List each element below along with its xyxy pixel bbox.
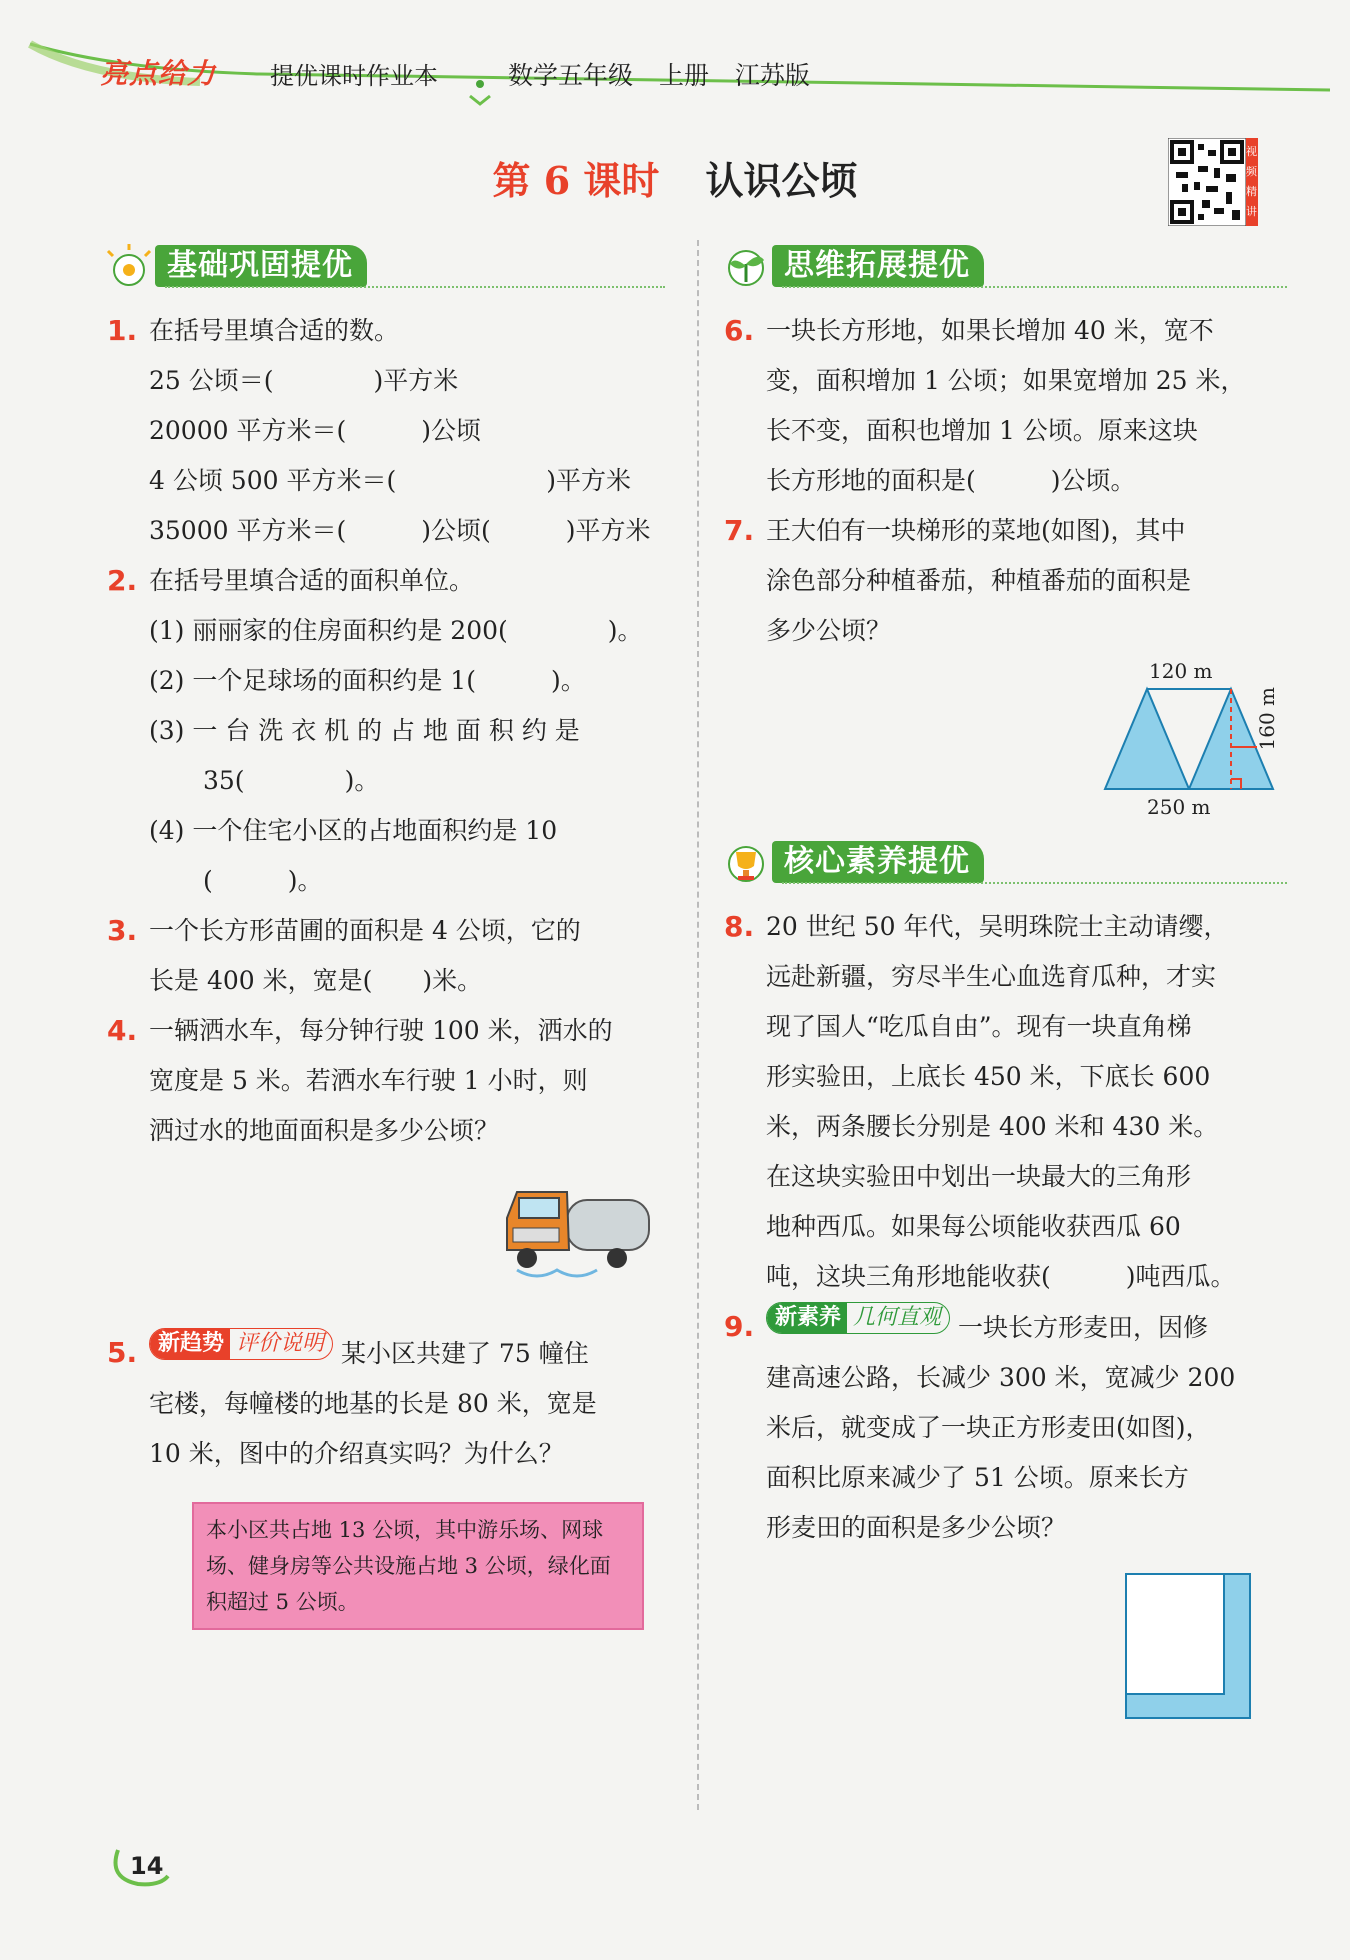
question-text: 洒过水的地面面积是多少公顷？ <box>149 1116 500 1145</box>
answer-line[interactable]: 35000 平方米＝( )公顷( )平方米 <box>149 516 651 545</box>
qr-code[interactable] <box>1168 138 1258 226</box>
question-text: 宅楼，每幢楼的地基的长是 80 米，宽是 <box>149 1389 597 1418</box>
question-text[interactable]: 长方形地的面积是( )公顷。 <box>766 466 1136 495</box>
question-number: 5. <box>107 1336 138 1369</box>
badge-label: 新趋势 <box>150 1329 230 1359</box>
question-text: 宽度是 5 米。若洒水车行驶 1 小时，则 <box>149 1066 588 1095</box>
question-number: 3. <box>107 914 138 947</box>
question-8 <box>722 902 1287 1302</box>
question-stem: 在括号里填合适的面积单位。 <box>149 566 475 595</box>
question-first-line <box>149 1328 709 1379</box>
lesson-name: 认识公顷 <box>705 158 858 203</box>
question-text: 涂色部分种植番茄，种植番茄的面积是 <box>766 566 1192 595</box>
question-number: 1. <box>107 314 138 347</box>
right-column <box>722 240 1287 1553</box>
sub-item: (4) 一个住宅小区的占地面积约是 10 <box>149 816 558 845</box>
question-number: 7. <box>724 514 755 547</box>
question-text: 多少公顷？ <box>766 616 892 645</box>
literacy-badge <box>766 1302 950 1334</box>
question-text: 米后，就变成了一块正方形麦田(如图)， <box>766 1413 1211 1442</box>
section-underline <box>782 286 1287 288</box>
answer-line[interactable]: 4 公顷 500 平方米＝( )平方米 <box>149 466 631 495</box>
column-divider <box>697 240 699 1810</box>
question-text: 10 米，图中的介绍真实吗？为什么？ <box>149 1439 564 1468</box>
question-text: 在这块实验田中划出一块最大的三角形 <box>766 1162 1192 1191</box>
trend-badge <box>149 1328 333 1360</box>
section-core <box>722 836 1287 888</box>
sub-item: (3) 一 台 洗 衣 机 的 占 地 面 积 约 是 <box>149 716 580 745</box>
question-3 <box>105 906 665 1006</box>
wheat-field-diagram <box>1124 1572 1254 1722</box>
badge-label: 新素养 <box>767 1303 847 1333</box>
question-number: 8. <box>724 910 755 943</box>
answer-line[interactable]: 20000 平方米＝( )公顷 <box>149 416 481 445</box>
lesson-title <box>0 150 1350 205</box>
sub-item[interactable]: (1) 丽丽家的住房面积约是 200( )。 <box>149 616 643 645</box>
section-underline <box>782 882 1287 884</box>
question-5 <box>105 1328 709 1479</box>
figure-label-height: 160 m <box>1255 687 1279 751</box>
gear-bulb-icon <box>105 242 159 290</box>
question-7 <box>722 506 1287 656</box>
trophy-icon <box>722 838 776 886</box>
question-text: 变，面积增加 1 公顷；如果宽增加 25 米， <box>766 366 1246 395</box>
brand-subtitle: 提优课时作业本 <box>270 62 438 90</box>
question-text: 远赴新疆，穷尽半生心血选育瓜种，才实 <box>766 962 1217 991</box>
figure-label-bottom: 250 m <box>1147 795 1211 819</box>
question-text: 建高速公路，长减少 300 米，宽减少 200 <box>766 1363 1236 1392</box>
question-text: 地种西瓜。如果每公顷能收获西瓜 60 <box>766 1212 1181 1241</box>
sub-item-cont[interactable]: 35( )。 <box>203 766 380 795</box>
question-text: 一辆洒水车，每分钟行驶 100 米，洒水的 <box>149 1016 613 1045</box>
page-number: 14 <box>130 1852 164 1880</box>
question-6 <box>722 306 1287 506</box>
section-thinking-title: 思维拓展提优 <box>772 245 984 287</box>
question-1 <box>105 306 665 556</box>
question-text: 米，两条腰长分别是 400 米和 430 米。 <box>766 1112 1219 1141</box>
question-first-line <box>766 1302 1287 1353</box>
question-number: 2. <box>107 564 138 597</box>
question-text: 一块长方形麦田，因修 <box>957 1313 1208 1342</box>
sprinkler-truck-illustration <box>497 1178 657 1288</box>
question-text: 一块长方形地，如果长增加 40 米，宽不 <box>766 316 1214 345</box>
section-thinking <box>722 240 1287 292</box>
question-text: 长不变，面积也增加 1 公顷。原来这块 <box>766 416 1198 445</box>
question-text: 现了国人“吃瓜自由”。现有一块直角梯 <box>766 1012 1192 1041</box>
qr-label: 视频精讲 <box>1246 145 1257 218</box>
question-text: 面积比原来减少了 51 公顷。原来长方 <box>766 1463 1189 1492</box>
question-text: 王大伯有一块梯形的菜地(如图)，其中 <box>766 516 1186 545</box>
section-basic-title: 基础巩固提优 <box>155 245 367 287</box>
sprout-icon <box>722 242 776 290</box>
sub-item[interactable]: (2) 一个足球场的面积约是 1( )。 <box>149 666 586 695</box>
book-info: 数学五年级 上册 江苏版 <box>508 61 810 90</box>
question-9 <box>722 1302 1287 1553</box>
question-number: 9. <box>724 1310 755 1343</box>
question-text: 形实验田，上底长 450 米，下底长 600 <box>766 1062 1211 1091</box>
section-underline <box>165 286 665 288</box>
question-number: 6. <box>724 314 755 347</box>
question-text: 一个长方形苗圃的面积是 4 公顷，它的 <box>149 916 581 945</box>
question-4 <box>105 1006 665 1156</box>
page-header <box>0 0 1350 110</box>
question-text[interactable]: 长是 400 米，宽是( )米。 <box>149 966 483 995</box>
lesson-number: 第 6 课时 <box>492 158 660 203</box>
question-stem: 在括号里填合适的数。 <box>149 316 400 345</box>
question-text: 某小区共建了 75 幢住 <box>340 1339 589 1368</box>
question-2 <box>105 556 665 906</box>
qr-code-icon <box>1168 138 1258 226</box>
figure-label-top: 120 m <box>1149 659 1213 683</box>
badge-sublabel: 评价说明 <box>236 1331 325 1356</box>
badge-sublabel: 几何直观 <box>853 1305 942 1330</box>
section-basic <box>105 240 665 292</box>
notice-box: 本小区共占地 13 公顷，其中游乐场、网球场、健身房等公共设施占地 3 公顷，绿化面积超过 5 公顷。 <box>192 1502 644 1630</box>
question-number: 4. <box>107 1014 138 1047</box>
trapezoid-figure <box>1097 659 1282 830</box>
section-core-title: 核心素养提优 <box>772 841 984 883</box>
question-text[interactable]: 吨，这块三角形地能收获( )吨西瓜。 <box>766 1262 1236 1291</box>
brand-logo: 亮点给力 <box>100 57 217 90</box>
question-text: 20 世纪 50 年代，吴明珠院士主动请缨， <box>766 912 1229 941</box>
answer-line[interactable]: 25 公顷＝( )平方米 <box>149 366 459 395</box>
question-text: 形麦田的面积是多少公顷？ <box>766 1513 1067 1542</box>
left-column <box>105 240 665 1468</box>
sub-item-cont[interactable]: ( )。 <box>203 866 323 895</box>
